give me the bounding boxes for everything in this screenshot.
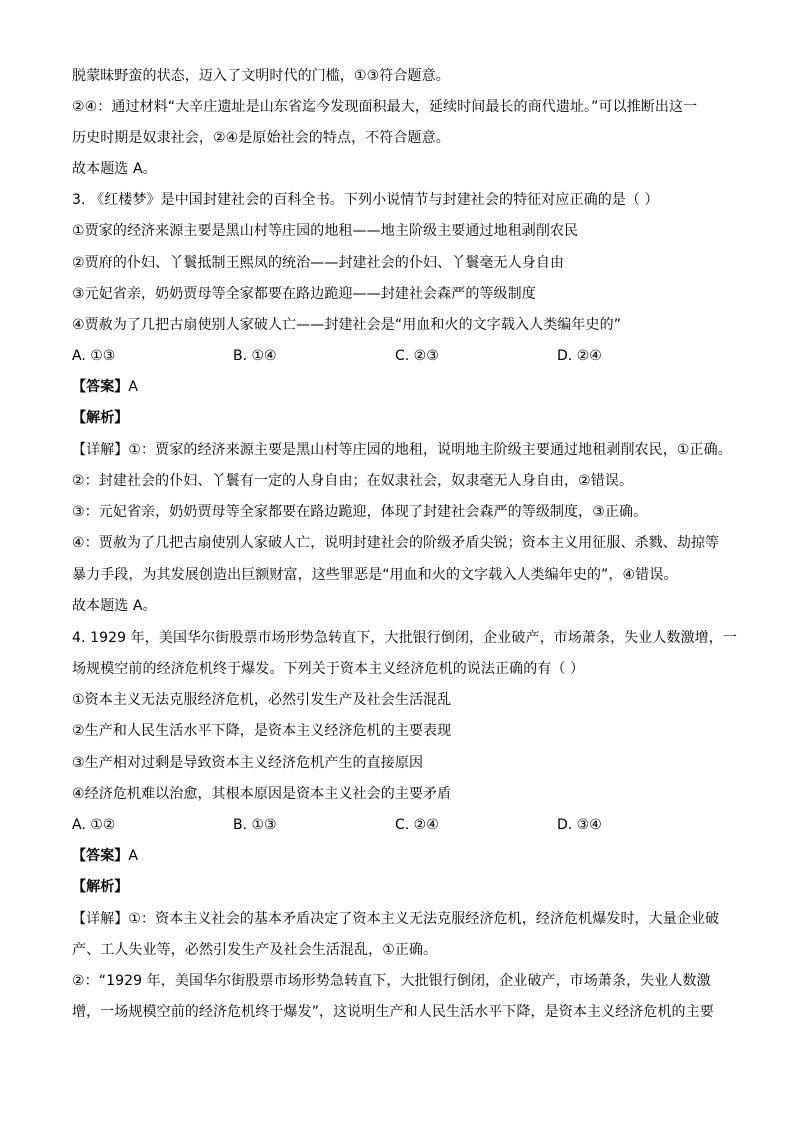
- answer-value: A: [128, 379, 139, 395]
- q4-answer: [72, 846, 138, 866]
- answer-tag: 【答案】: [72, 848, 129, 864]
- text-line: 历史时期是奴隶社会，②④是原始社会的特点，不符合题意。: [72, 130, 450, 146]
- q3-option-a: A. ①③: [72, 348, 116, 364]
- q4-detail-line: 产、工人失业等，必然引发生产及社会生活混乱，①正确。: [72, 942, 438, 958]
- text-line: ②④：通过材料“大辛庄遗址是山东省迄今发现面积最大，延续时间最长的商代遗址。”可以推断出这一: [72, 99, 698, 115]
- q3-option-b: B. ①④: [233, 348, 277, 364]
- question-4-stem: 场规模空前的经济危机终于爆发。下列关于资本主义经济危机的说法正确的有（ ）: [72, 661, 585, 677]
- q4-detail-line: ②：“1929 年，美国华尔街股票市场形势急转直下，大批银行倒闭，企业破产，市场萧条，失业人数激: [72, 973, 711, 989]
- question-4-item: ④经济危机难以治愈，其根本原因是资本主义社会的主要矛盾: [72, 786, 452, 802]
- question-4-item: ③生产相对过剩是导致资本主义经济危机产生的直接原因: [72, 755, 424, 771]
- question-4-item: ①资本主义无法克服经济危机，必然引发生产及社会生活混乱: [72, 692, 452, 708]
- q3-answer: [72, 377, 138, 397]
- q3-detail-line: 故本题选 A。: [72, 598, 157, 614]
- q3-option-d: D. ②④: [557, 348, 602, 364]
- answer-tag: 【答案】: [72, 379, 129, 395]
- question-3-item: ③元妃省亲，奶奶贾母等全家都要在路边跪迎——封建社会森严的等级制度: [72, 286, 536, 302]
- q4-detail-line: 【详解】①：资本主义社会的基本矛盾决定了资本主义无法克服经济危机，经济危机爆发时，大量企业破: [72, 911, 720, 927]
- question-4-stem: 4. 1929 年，美国华尔街股票市场形势急转直下，大批银行倒闭，企业破产，市场萧条，失业人数激增，一: [72, 630, 737, 646]
- question-3-item: ④贾赦为了几把古扇使别人家破人亡——封建社会是“用血和火的文字载入人类编年史的”: [72, 317, 622, 333]
- question-3-item: ①贾家的经济来源主要是黑山村等庄园的地租——地主阶级主要通过地租剥削农民: [72, 223, 579, 239]
- question-3-item: ②贾府的仆妇、丫鬟抵制王熙凤的统治——封建社会的仆妇、丫鬟毫无人身自由: [72, 255, 565, 271]
- q3-option-c: C. ②③: [395, 348, 439, 364]
- text-line: 故本题选 A。: [72, 161, 157, 177]
- q3-detail-line: ③：元妃省亲，奶奶贾母等全家都要在路边跪迎，体现了封建社会森严的等级制度，③正确。: [72, 504, 648, 520]
- q3-detail-line: ④：贾赦为了几把古扇使别人家破人亡，说明封建社会的阶级矛盾尖锐；资本主义用征服、杀戮、劫掠等: [72, 535, 720, 551]
- q3-detail-line: 暴力手段，为其发展创造出巨额财富，这些罪恶是“用血和火的文字载入人类编年史的”，④错误。: [72, 567, 678, 583]
- question-4-item: ②生产和人民生活水平下降，是资本主义经济危机的主要表现: [72, 723, 452, 739]
- q4-option-c: C. ②④: [395, 817, 439, 833]
- text-line: 脱蒙昧野蛮的状态，迈入了文明时代的门槛，①③符合题意。: [72, 68, 450, 84]
- answer-value: A: [128, 848, 139, 864]
- question-3-stem: 3. 《红楼梦》是中国封建社会的百科全书。下列小说情节与封建社会的特征对应正确的是（ ）: [72, 192, 659, 208]
- q3-analysis-tag: 【解析】: [72, 410, 129, 426]
- q4-option-d: D. ③④: [557, 817, 602, 833]
- q4-option-b: B. ①③: [233, 817, 277, 833]
- q4-option-a: A. ①②: [72, 817, 116, 833]
- q4-analysis-tag: 【解析】: [72, 879, 129, 895]
- q3-detail-line: ②：封建社会的仆妇、丫鬟有一定的人身自由；在奴隶社会，奴隶毫无人身自由，②错误。: [72, 473, 634, 489]
- q4-detail-line: 增，一场规模空前的经济危机终于爆发”，这说明生产和人民生活水平下降，是资本主义经济危机的主要: [72, 1004, 714, 1020]
- q3-detail-line: 【详解】①：贾家的经济来源主要是黑山村等庄园的地租，说明地主阶级主要通过地租剥削农民，①正确。: [72, 442, 732, 458]
